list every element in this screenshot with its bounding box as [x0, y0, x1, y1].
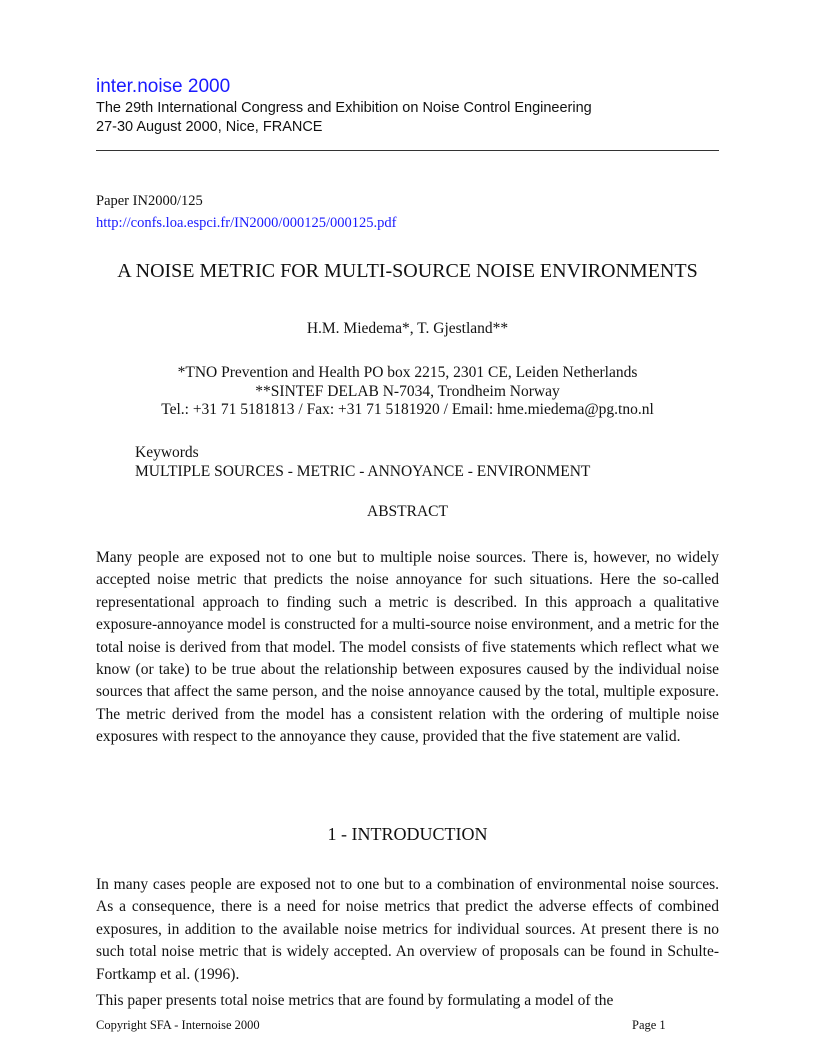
- footer-copyright: Copyright SFA - Internoise 2000: [96, 1018, 260, 1032]
- footer-page-number: Page 1: [632, 1018, 666, 1032]
- introduction-body: [96, 874, 719, 1012]
- abstract-heading: ABSTRACT: [367, 503, 448, 520]
- introduction-paragraph-1: In many cases people are exposed not to one but to a combination of environmental noise sources. As a consequence, there is a need for noise metrics that predict the adverse effects of combined exposures, in addition to the available noise metrics for individual sources. At present there is no such total noise metric that is widely accepted. An overview of proposals can be found in Schulte-Fortkamp et al. (1996).: [96, 876, 719, 983]
- paper-title: A NOISE METRIC FOR MULTI-SOURCE NOISE ENVIRONMENTS: [117, 260, 698, 282]
- affiliation-2: **SINTEF DELAB N-7034, Trondheim Norway: [255, 382, 560, 400]
- authors: H.M. Miedema*, T. Gjestland**: [306, 320, 509, 337]
- abstract-text: Many people are exposed not to one but to multiple noise sources. There is, however, no widely accepted noise metric that predicts the noise annoyance for such situations. Here the so-called representational approach to finding such a metric is described. In this approach a qualitative exposure-annoyance model is constructed for a multi-source noise environment, and a metric for the total noise is derived from that model. The model consists of five statements which reflect what we know (or take) to be true about the relationship between exposures caused by the individual noise sources that affect the same person, and the noise annoyance caused by the total, multiple exposure. The metric derived from the model has a consistent relation with the ordering of multiple noise exposures with respect to the annoyance they cause, provided that the five statement are valid.: [96, 549, 719, 746]
- affiliation-1: *TNO Prevention and Health PO box 2215, 2301 CE, Leiden Netherlands: [177, 364, 638, 381]
- contact-info: Tel.: +31 71 5181813 / Fax: +31 71 5181920 / Email: hme.miedema@pg.tno.nl: [161, 401, 654, 418]
- affiliations: [96, 364, 719, 420]
- header-divider: [96, 150, 719, 151]
- conference-name: inter.noise 2000: [96, 76, 231, 97]
- paper-id: Paper IN2000/125: [96, 193, 203, 209]
- introduction-heading: 1 - INTRODUCTION: [327, 824, 488, 844]
- keywords-text: MULTIPLE SOURCES - METRIC - ANNOYANCE - ENVIRONMENT: [135, 463, 591, 480]
- conference-date-location: 27-30 August 2000, Nice, FRANCE: [96, 119, 323, 135]
- keywords-heading: Keywords: [135, 444, 199, 461]
- conference-subtitle: The 29th International Congress and Exhibition on Noise Control Engineering: [96, 100, 592, 116]
- introduction-paragraph-2: This paper presents total noise metrics that are found by formulating a model of the: [96, 992, 614, 1010]
- paper-url-link[interactable]: http://confs.loa.espci.fr/IN2000/000125/000125.pdf: [96, 215, 397, 231]
